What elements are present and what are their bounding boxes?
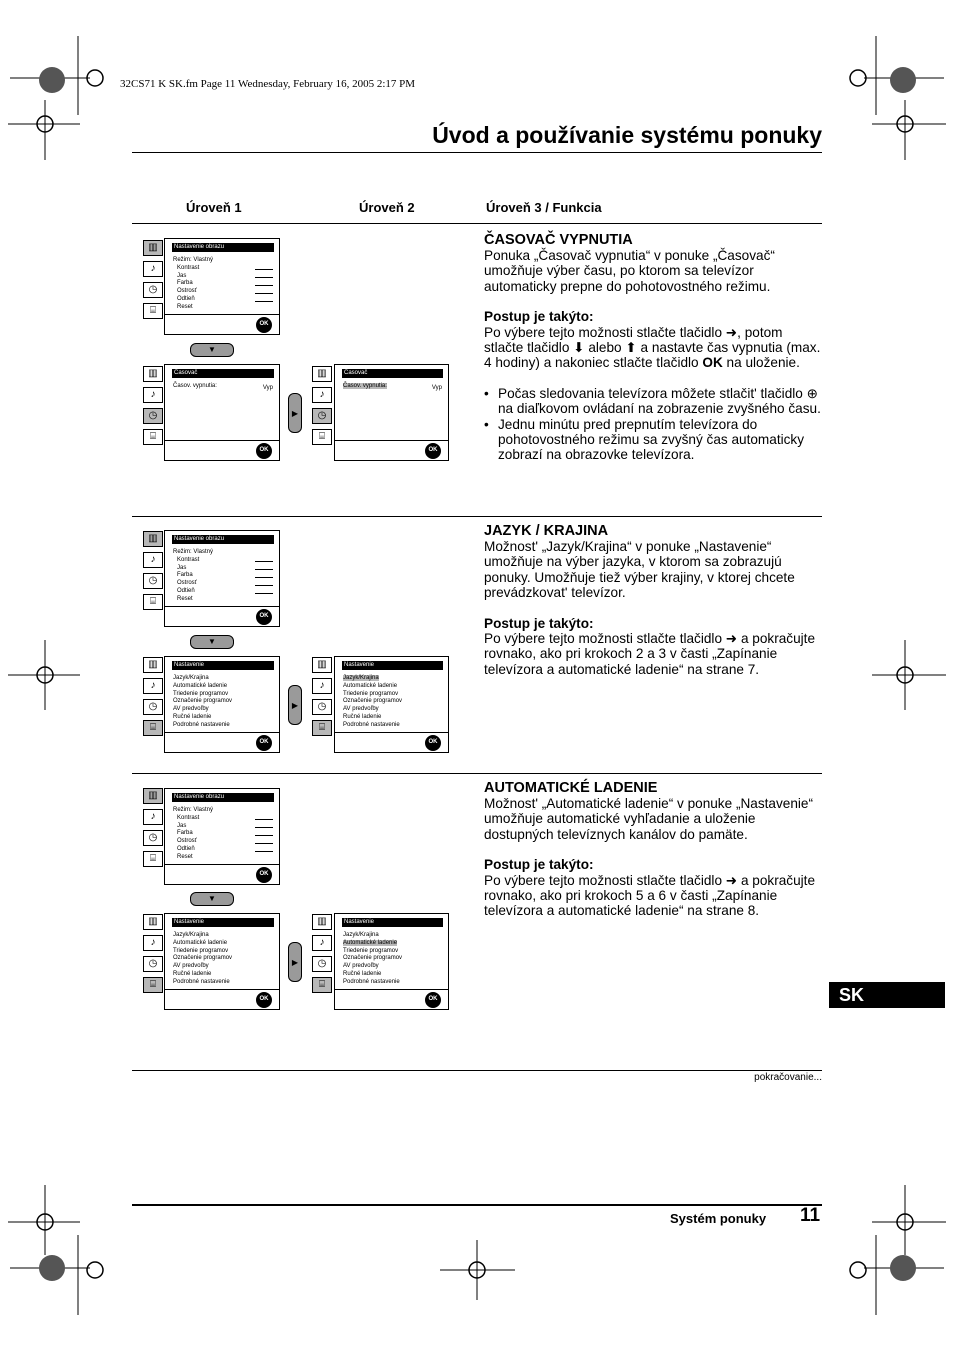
sound-icon: ♪	[312, 678, 332, 694]
menu-item: Kontrast	[177, 556, 200, 563]
menu-item: Reset	[177, 853, 193, 860]
menu-item: AV predvoľby	[173, 706, 209, 713]
clock-icon: ◷	[312, 956, 332, 972]
ok-icon: OK	[425, 992, 441, 1008]
down-arrow-icon: ▼	[190, 892, 234, 906]
clock-icon: ◷	[312, 408, 332, 424]
procedure-text: Po výbere tejto možnosti stlačte tlačidlo ➜ a pokračujte rovnako, ako pri krokoch 5 a 6 v časti „Zapínanie televízora a automatické ladenie“ na strane 8.	[484, 872, 816, 919]
menu-value: Vyp	[262, 385, 273, 391]
title-rule	[132, 152, 822, 153]
picture-icon: ▥	[143, 240, 163, 256]
menu-item: Časov. vypnutia:	[173, 383, 217, 389]
menu-item: Jazyk/Krajina	[343, 932, 379, 938]
section-text	[484, 232, 824, 463]
menu-item: Automatické ladenie	[173, 682, 228, 689]
slider-bar	[255, 585, 273, 586]
clock-icon: ◷	[143, 830, 163, 846]
section-text	[484, 780, 824, 919]
menu-item: AV predvoľby	[343, 706, 379, 713]
picture-icon: ▥	[312, 366, 332, 382]
setup-icon: ⌸	[143, 594, 163, 610]
menu-item: Odtieň	[177, 587, 195, 594]
slider-bar	[255, 593, 273, 594]
slider-bar	[255, 835, 273, 836]
right-arrow-icon: ▶	[288, 942, 302, 982]
menu-tabs	[143, 914, 163, 998]
footer-rule	[132, 1204, 822, 1206]
setup-icon: ⌸	[143, 851, 163, 867]
picture-icon: ▥	[312, 657, 332, 673]
footer-section-name: Systém ponuky	[670, 1211, 767, 1226]
menu-tabs	[312, 914, 332, 998]
continued-label: pokračovanie...	[754, 1072, 822, 1083]
sound-icon: ♪	[143, 678, 163, 694]
ok-icon: OK	[256, 609, 272, 625]
setup-icon: ⌸	[143, 303, 163, 319]
menu-item: Odtieň	[177, 295, 195, 302]
slider-bar	[255, 819, 273, 820]
menu-item: Odtieň	[177, 845, 195, 852]
menu-item: Označenie programov	[173, 698, 233, 705]
menu-tabs	[312, 366, 332, 450]
menu-header: Nastavenie	[172, 918, 274, 927]
procedure-label: Postup je takýto:	[484, 309, 594, 325]
menu-item: Režim: Vlastný	[173, 257, 214, 263]
menu-item: Jas	[177, 822, 187, 829]
ok-icon: OK	[425, 443, 441, 459]
column-header-level2: Úroveň 2	[359, 200, 415, 215]
slider-bar	[255, 843, 273, 844]
sound-icon: ♪	[312, 935, 332, 951]
menu-item-selected: Časov. vypnutia:	[343, 383, 387, 389]
menu-tabs	[143, 240, 163, 324]
menu-header: Časovač	[172, 369, 274, 378]
picture-icon: ▥	[143, 531, 163, 547]
menu-item: AV predvoľby	[173, 963, 209, 970]
menu-header: Nastavenie	[342, 661, 443, 670]
menu-header: Nastavenie	[342, 918, 443, 927]
slider-bar	[255, 269, 273, 270]
header-rule	[132, 223, 822, 224]
menu-tabs	[312, 657, 332, 741]
menu-tabs	[143, 366, 163, 450]
sound-icon: ♪	[312, 387, 332, 403]
down-arrow-icon: ▼	[190, 635, 234, 649]
menu-item-selected: Jazyk/Krajina	[343, 675, 379, 681]
sound-icon: ♪	[143, 387, 163, 403]
setup-icon: ⌸	[143, 977, 163, 993]
menu-item: Ručné ladenie	[173, 970, 212, 977]
slider-bar	[255, 285, 273, 286]
menu-item: Ručné ladenie	[173, 713, 212, 720]
slider-bar	[255, 827, 273, 828]
procedure-label: Postup je takýto:	[484, 615, 594, 631]
down-arrow-icon: ▼	[190, 343, 234, 357]
menu-item: Automatické ladenie	[343, 682, 398, 689]
slider-bar	[255, 577, 273, 578]
menu-item: Kontrast	[177, 814, 200, 821]
menu-item: Reset	[177, 303, 193, 310]
ok-icon: OK	[256, 317, 272, 333]
menu-item: AV predvoľby	[343, 963, 379, 970]
menu-item: Režim: Vlastný	[173, 807, 214, 813]
procedure-label: Postup je takýto:	[484, 857, 594, 873]
menu-item: Triedenie programov	[173, 690, 229, 697]
clock-icon: ◷	[143, 699, 163, 715]
menu-header: Nastavenie obrazu	[172, 243, 274, 252]
section-title: JAZYK / KRAJINA	[484, 523, 609, 539]
page-number: 11	[800, 1205, 821, 1226]
timer-menu-screen-selected	[334, 364, 449, 461]
ok-icon: OK	[256, 443, 272, 459]
menu-item: Ručné ladenie	[343, 970, 382, 977]
picture-menu-screen	[164, 530, 280, 627]
ok-icon: OK	[256, 735, 272, 751]
sound-icon: ♪	[143, 552, 163, 568]
section-title: AUTOMATICKÉ LADENIE	[484, 780, 658, 796]
menu-item: Automatické ladenie	[173, 939, 228, 946]
menu-item: Jas	[177, 272, 187, 279]
picture-icon: ▥	[143, 914, 163, 930]
section-rule	[132, 773, 822, 774]
ok-icon: OK	[256, 867, 272, 883]
setup-menu-screen	[164, 913, 280, 1010]
menu-item: Triedenie programov	[343, 690, 399, 697]
procedure-text: Po výbere tejto možnosti stlačte tlačidlo ➜ a pokračujte rovnako, ako pri krokoch 2 a 3 v časti „Zapínanie televízora a automatické ladenie“ na strane 7.	[484, 631, 816, 677]
menu-value: Vyp	[431, 385, 442, 391]
menu-header: Nastavenie obrazu	[172, 535, 274, 544]
sound-icon: ♪	[143, 261, 163, 277]
menu-item: Podrobné nastavenie	[173, 978, 230, 985]
menu-item: Kontrast	[177, 264, 200, 271]
menu-item: Reset	[177, 595, 193, 602]
setup-menu-screen-selected	[334, 913, 449, 1010]
menu-item: Označenie programov	[343, 955, 403, 962]
clock-icon: ◷	[312, 699, 332, 715]
sound-icon: ♪	[143, 935, 163, 951]
setup-icon: ⌸	[312, 429, 332, 445]
setup-menu-screen-selected	[334, 656, 449, 753]
menu-item: Triedenie programov	[173, 947, 229, 954]
section-intro: Možnost' „Jazyk/Krajina“ v ponuke „Nastavenie“ umožňuje na výber jazyka, v ktorom sa zobrazujú ponuky. Umožňuje tiež výber krajiny, v ktorej chcete prevádzkovat' televízor.	[484, 539, 795, 601]
menu-item: Ostrosť	[177, 580, 197, 587]
menu-item: Ostrosť	[177, 288, 197, 295]
menu-item: Farba	[177, 830, 193, 837]
picture-menu-screen	[164, 788, 280, 885]
procedure-text: Po výbere tejto možnosti stlačte tlačidlo ➜, potom stlačte tlačidlo ⬇ alebo ⬆ a nastavte čas vypnutia (max. 4 hodiny) a nakoniec stlačte tlačidlo OK na uloženie.	[484, 324, 821, 371]
menu-item: Podrobné nastavenie	[343, 978, 400, 985]
slider-bar	[255, 277, 273, 278]
menu-item: Farba	[177, 280, 193, 287]
setup-icon: ⌸	[312, 977, 332, 993]
picture-icon: ▥	[143, 657, 163, 673]
setup-icon: ⌸	[143, 429, 163, 445]
menu-item-selected: Automatické ladenie	[343, 939, 398, 946]
picture-icon: ▥	[143, 788, 163, 804]
setup-icon: ⌸	[143, 720, 163, 736]
section-title: ČASOVAČ VYPNUTIA	[484, 232, 633, 248]
setup-icon: ⌸	[312, 720, 332, 736]
slider-bar	[255, 301, 273, 302]
column-header-level1: Úroveň 1	[186, 200, 242, 215]
bottom-rule	[132, 1070, 822, 1071]
menu-header: Nastavenie	[172, 661, 274, 670]
slider-bar	[255, 293, 273, 294]
slider-bar	[255, 569, 273, 570]
picture-icon: ▥	[312, 914, 332, 930]
menu-item: Podrobné nastavenie	[343, 721, 400, 728]
picture-icon: ▥	[143, 366, 163, 382]
setup-menu-screen	[164, 656, 280, 753]
clock-icon: ◷	[143, 282, 163, 298]
language-tab: SK	[829, 982, 945, 1008]
clock-icon: ◷	[143, 956, 163, 972]
section-rule	[132, 516, 822, 517]
menu-item: Ručné ladenie	[343, 713, 382, 720]
sound-icon: ♪	[143, 809, 163, 825]
menu-tabs	[143, 531, 163, 615]
list-item: • Počas sledovania televízora môžete stlačit' tlačidlo ⊕ na diaľkovom ovládaní na zobrazenie zvyšného času.	[498, 386, 824, 417]
ok-icon: OK	[425, 735, 441, 751]
menu-item: Jazyk/Krajina	[173, 675, 209, 681]
ok-icon: OK	[256, 992, 272, 1008]
column-header-level3: Úroveň 3 / Funkcia	[486, 200, 602, 215]
menu-item: Označenie programov	[343, 698, 403, 705]
menu-header: Nastavenie obrazu	[172, 793, 274, 802]
right-arrow-icon: ▶	[288, 685, 302, 725]
menu-tabs	[143, 788, 163, 872]
list-item: • Jednu minútu pred prepnutím televízora do pohotovostného režimu sa zvyšný čas automaticky zobrazí na obrazovke televízora.	[498, 417, 824, 463]
menu-item: Jas	[177, 564, 187, 571]
section-intro: Možnost' „Automatické ladenie“ v ponuke „Nastavenie“ umožňuje automatické vyhľadanie a uloženie dostupných televíznych kanálov do pamäte.	[484, 796, 814, 842]
menu-item: Režim: Vlastný	[173, 549, 214, 555]
timer-menu-screen	[164, 364, 280, 461]
section-text	[484, 523, 824, 677]
menu-item: Označenie programov	[173, 955, 233, 962]
menu-header: Časovač	[342, 369, 443, 378]
page-title: Úvod a používanie systému ponuky	[432, 122, 822, 148]
menu-tabs	[143, 657, 163, 741]
file-info: 32CS71 K SK.fm Page 11 Wednesday, February 16, 2005 2:17 PM	[120, 78, 416, 90]
menu-item: Podrobné nastavenie	[173, 721, 230, 728]
menu-item: Ostrosť	[177, 838, 197, 845]
slider-bar	[255, 851, 273, 852]
section-intro: Ponuka „Časovač vypnutia“ v ponuke „Časovač“ umožňuje výber času, po ktorom sa televízor automaticky prepne do pohotovostného režimu.	[484, 248, 775, 294]
notes-list	[484, 386, 824, 463]
menu-item: Jazyk/Krajina	[173, 932, 209, 938]
clock-icon: ◷	[143, 573, 163, 589]
menu-item: Farba	[177, 572, 193, 579]
right-arrow-icon: ▶	[288, 393, 302, 433]
picture-menu-screen	[164, 238, 280, 335]
clock-icon: ◷	[143, 408, 163, 424]
slider-bar	[255, 561, 273, 562]
menu-item: Triedenie programov	[343, 947, 399, 954]
